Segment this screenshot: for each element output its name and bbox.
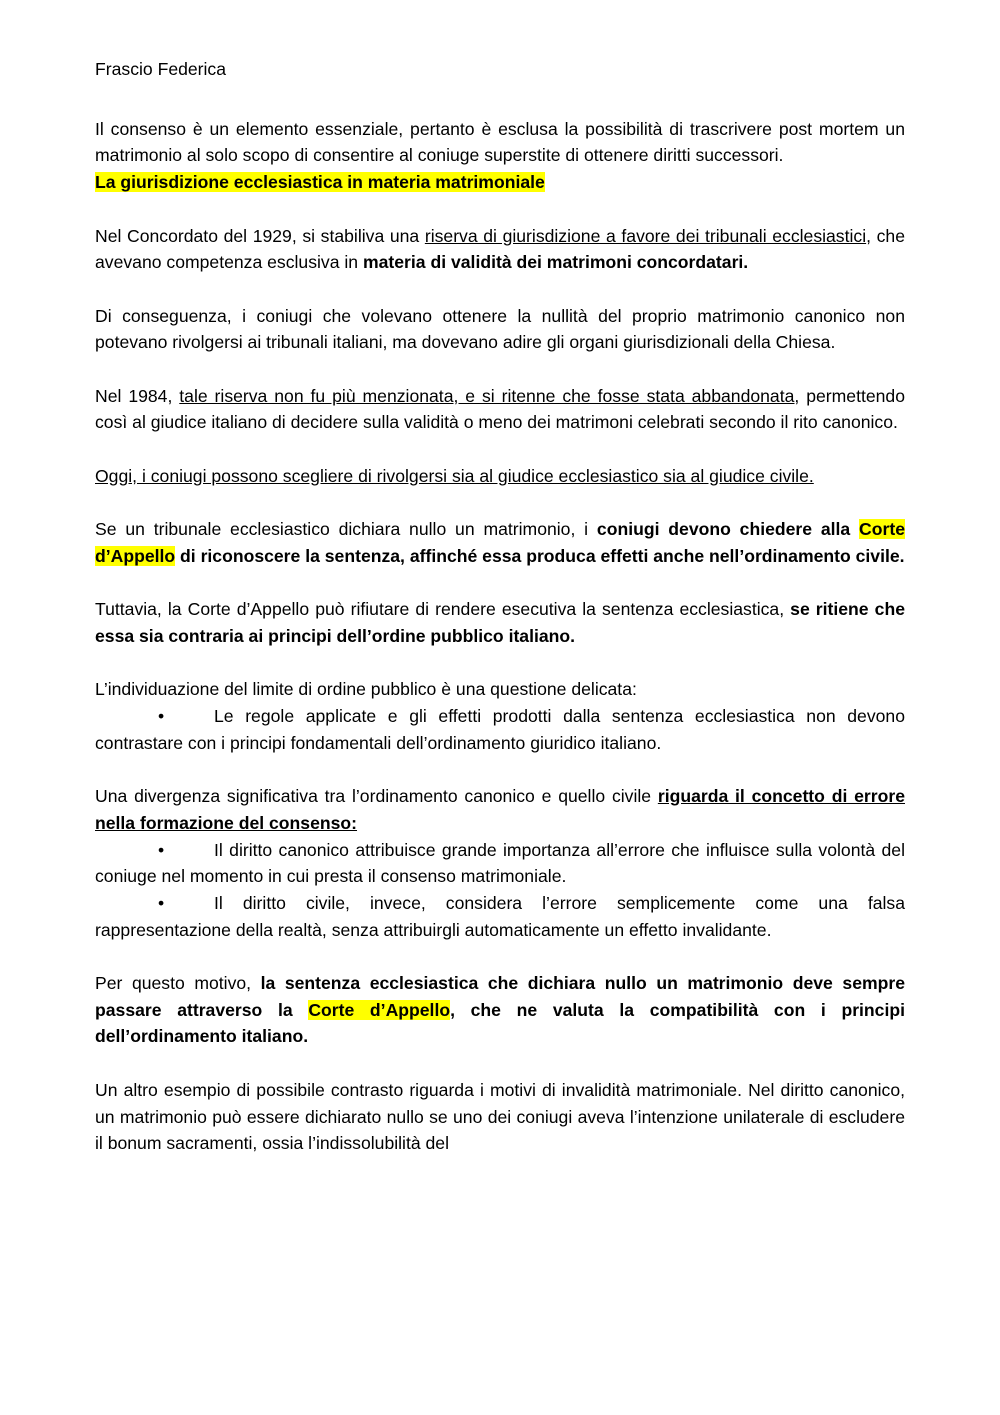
text-span: , che avevano competenza esclusiva in <box>95 225 906 273</box>
bold-text: se ritiene che essa sia contraria ai principi dell’ordine pubblico italiano. <box>95 599 905 646</box>
bullet-icon: • <box>158 892 165 913</box>
list-item-text: Le regole applicate e gli effetti prodotti dalla sentenza ecclesiastica non devono contrastare con i principi fondamentali dell’ordinamento giuridico italiano. <box>95 706 905 753</box>
list-item-text: Il diritto civile, invece, considera l’errore semplicemente come una falsa rappresentazione della realtà, senza attribuirgli automaticamente un effetto invalidante. <box>95 892 905 940</box>
list-item <box>95 703 905 756</box>
paragraph-1984 <box>95 383 905 436</box>
paragraph-consenso: Il consenso è un elemento essenziale, pertanto è esclusa la possibilità di trascrivere post mortem un matrimonio al solo scopo di consentire al coniuge superstite di ottenere diritti successori. <box>95 118 905 166</box>
paragraph-conseguenza: Di conseguenza, i coniugi che volevano ottenere la nullità del proprio matrimonio canonico non potevano rivolgersi ai tribunali italiani, ma dovevano adire gli organi giurisdizionali della Chiesa. <box>95 305 905 353</box>
bullet-icon: • <box>158 839 165 860</box>
paragraph-altro-esempio: Un altro esempio di possibile contrasto riguarda i motivi di invalidità matrimoniale. Nel diritto canonico, un matrimonio può essere dichiarato nullo se uno dei coniugi aveva l’intenzione unilaterale di escludere il bonum sacramenti, ossia l’indissolubilità del <box>95 1079 905 1154</box>
document-page <box>95 56 905 1157</box>
highlighted-bold-text: Corte d’Appello <box>308 999 451 1020</box>
underlined-text: tale riserva non fu più menzionata, e si ritenne che fosse stata abbandonata, <box>179 385 800 406</box>
text-span: permettendo così al giudice italiano di decidere sulla validità o meno dei matrimoni celebrati secondo il rito canonico. <box>95 385 905 433</box>
heading-text: La giurisdizione ecclesiastica in materia matrimoniale <box>95 172 545 193</box>
section-heading <box>95 169 905 196</box>
underlined-text: riserva di giurisdizione a favore dei tribunali ecclesiastici <box>424 225 867 246</box>
text-span: Nel Concordato del 1929, si stabiliva una <box>95 225 425 246</box>
list-item <box>95 837 905 890</box>
text-span: Se un tribunale ecclesiastico dichiara nullo un matrimonio, i <box>95 519 597 540</box>
bullet-icon: • <box>158 706 165 727</box>
text-span: Una divergenza significativa tra l’ordinamento canonico e quello civile <box>95 786 658 807</box>
bold-text: coniugi devono chiedere alla <box>596 519 860 540</box>
list-item-text: Il diritto canonico attribuisce grande importanza all’errore che influisce sulla volontà del coniuge nel momento in cui presta il consenso matrimoniale. <box>95 839 905 887</box>
bold-text: di riconoscere la sentenza, affinché essa produca effetti anche nell’ordinamento civile. <box>175 545 905 566</box>
bold-text: , che ne valuta la compatibilità con i principi dell’ordinamento italiano. <box>95 999 905 1047</box>
paragraph-tuttavia <box>95 596 905 649</box>
bold-text: la sentenza ecclesiastica che dichiara nullo un matrimonio deve sempre passare attraverso la <box>95 973 905 1020</box>
text-span: Per questo motivo, <box>95 973 261 994</box>
paragraph-ordine-pubblico: L’individuazione del limite di ordine pubblico è una questione delicata: <box>95 679 637 700</box>
underlined-text: Oggi, i coniugi possono scegliere di rivolgersi sia al giudice ecclesiastico sia al giudice civile. <box>95 465 814 486</box>
text-span: Tuttavia, la Corte d’Appello può rifiutare di rendere esecutiva la sentenza ecclesiastica, <box>95 599 791 620</box>
bold-underlined-text: riguarda il concetto di errore nella formazione del consenso: <box>95 786 905 833</box>
paragraph-oggi <box>95 463 905 490</box>
paragraph-divergenza <box>95 783 905 836</box>
bold-text: materia di validità dei matrimoni concordatari. <box>362 252 749 273</box>
paragraph-concordato <box>95 223 905 276</box>
highlighted-bold-text: Corte d’Appello <box>95 519 905 566</box>
paragraph-motivo <box>95 970 905 1050</box>
list-item <box>95 890 905 943</box>
author-name: Frascio Federica <box>95 59 227 79</box>
text-span: Nel 1984, <box>95 385 180 406</box>
paragraph-tribunale <box>95 516 905 569</box>
